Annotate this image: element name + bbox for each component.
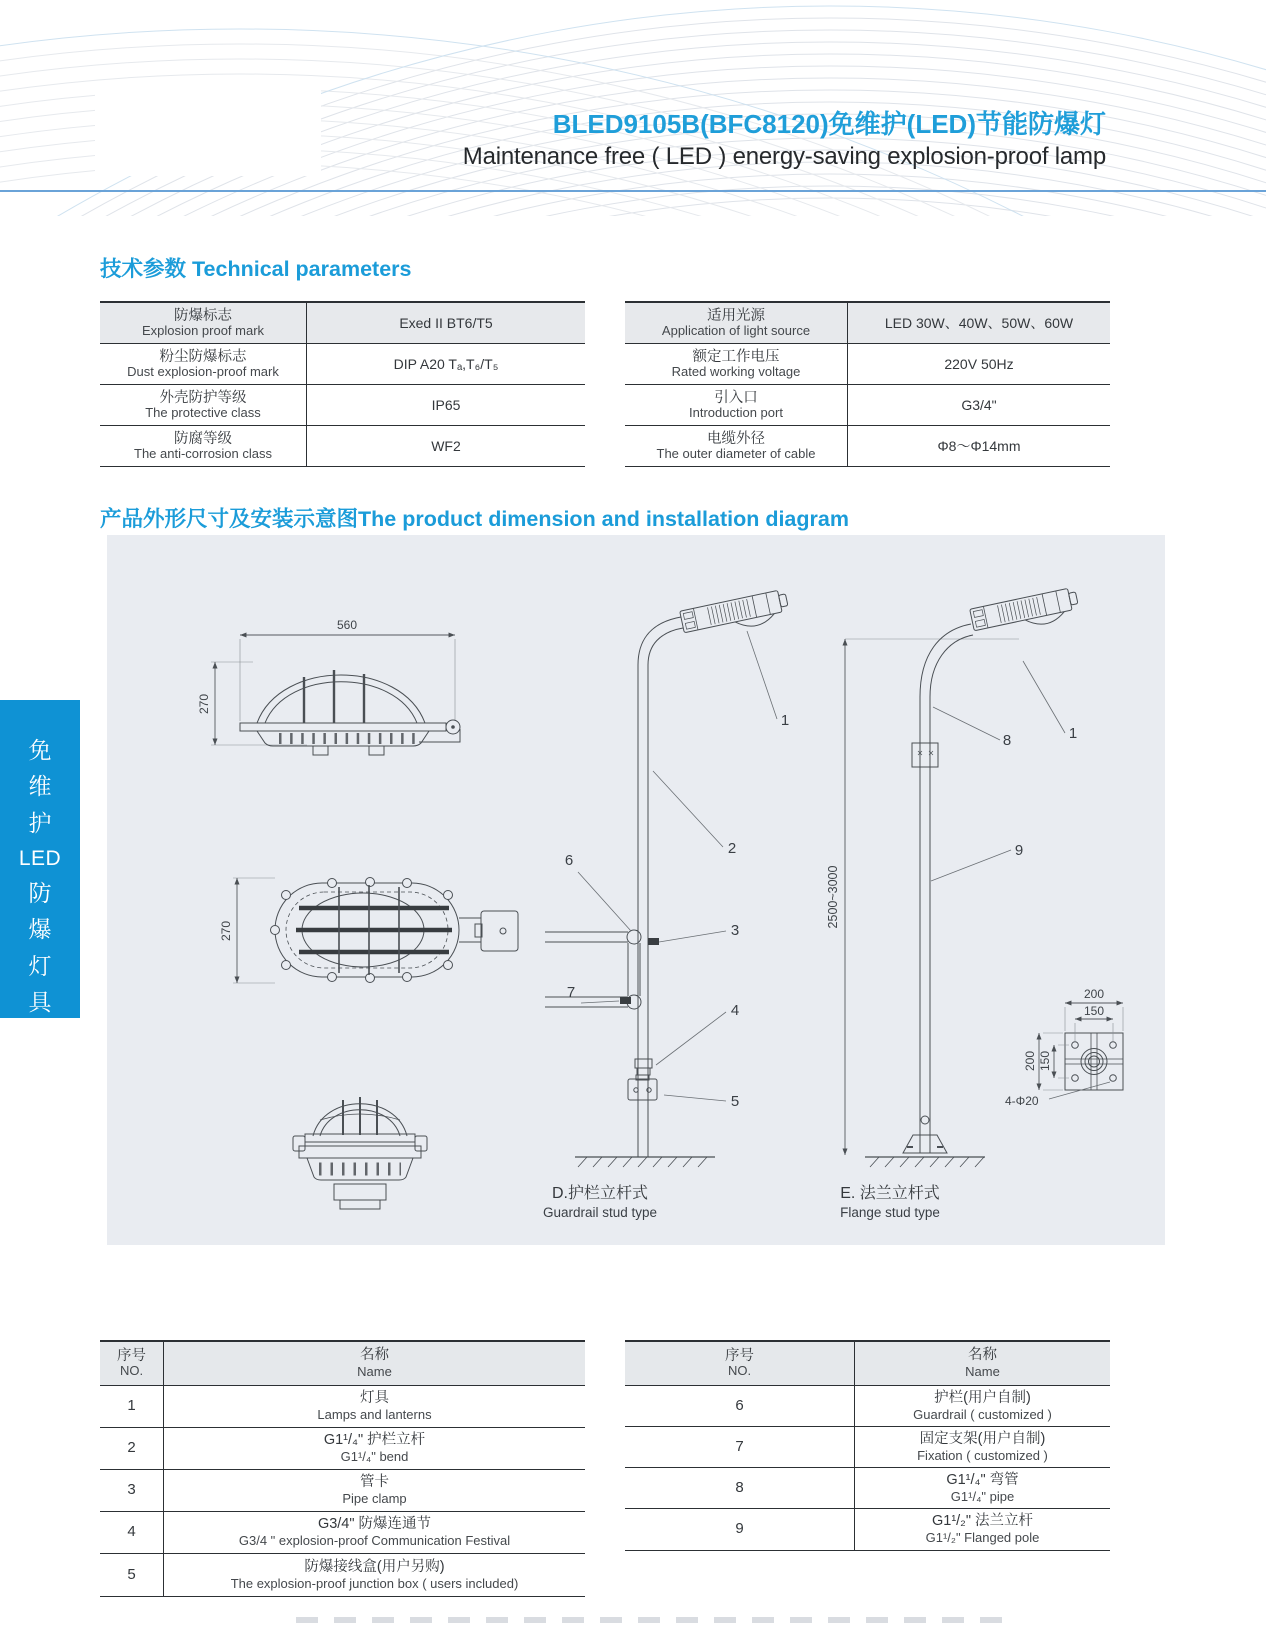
table-header-row (625, 1342, 1110, 1386)
col-no-en: NO. (727, 1363, 752, 1379)
sidebar-char: 免 (28, 737, 52, 763)
param-label-zh: 外壳防护等级 (159, 389, 247, 406)
cropped-footer-text (296, 1617, 1008, 1623)
param-value: DIP A20 Tₐ,T₆/T₅ (393, 356, 499, 372)
param-value: WF2 (431, 438, 461, 454)
param-label-en: The protective class (145, 404, 261, 420)
dim-label-flange-outer-h: 200 (1023, 1050, 1037, 1072)
part-name-en: Pipe clamp (342, 1491, 407, 1507)
param-label-en: Introduction port (689, 404, 783, 420)
dim-label-lamp-height: 270 (197, 693, 211, 715)
param-label-en: Rated working voltage (671, 363, 801, 379)
top-view-drawing (233, 878, 518, 984)
param-label-zh: 引入口 (714, 389, 758, 406)
part-name-zh: G1¹/₄" 弯管 (946, 1471, 1019, 1488)
table-row (100, 1554, 585, 1596)
part-name-zh: 管卡 (360, 1474, 389, 1491)
param-label-zh: 适用光源 (707, 307, 765, 324)
param-label-zh: 防腐等级 (174, 430, 232, 447)
front-view-drawing (293, 1097, 427, 1209)
dim-label-flange-outer-w: 200 (1083, 987, 1105, 1001)
param-label-en: Explosion proof mark (141, 322, 265, 338)
param-value: Exed II BT6/T5 (399, 315, 493, 331)
part-name-en: G1¹/₂" Flanged pole (925, 1530, 1040, 1546)
logo-placeholder (95, 86, 321, 176)
tech-params-title (100, 252, 411, 283)
dim-label-flange-inner-h: 150 (1038, 1050, 1052, 1072)
col-name-zh: 名称 (360, 1347, 389, 1364)
part-no: 7 (625, 1427, 855, 1467)
col-name-en: Name (357, 1364, 392, 1380)
dim-label-flange-holes: 4-Φ20 (1005, 1094, 1039, 1108)
table-row (100, 385, 585, 426)
param-value: LED 30W、40W、50W、60W (884, 315, 1074, 331)
callout-6: 6 (564, 852, 574, 869)
page-title-zh: BLED9105B(BFC8120)免维护(LED)节能防爆灯 (552, 109, 1106, 139)
dim-label-flange-inner-w: 150 (1083, 1004, 1105, 1018)
table-row (100, 1470, 585, 1512)
sidebar-char: 维 (28, 773, 52, 800)
col-no-zh: 序号 (117, 1348, 146, 1365)
sidebar-char: 具 (28, 988, 52, 1015)
side-view-drawing (211, 635, 460, 755)
page-title-en: Maintenance free ( LED ) energy-saving explosion-proof lamp (462, 142, 1106, 170)
col-name-en: Name (965, 1364, 1000, 1380)
param-value: Φ8～Φ14mm (937, 438, 1021, 454)
table-header-row (100, 1342, 585, 1386)
part-name-en: Lamps and lanterns (317, 1407, 432, 1423)
part-name-en: Guardrail ( customized ) (913, 1406, 1052, 1422)
callout-1b: 1 (1068, 725, 1078, 742)
param-label-en: Dust explosion-proof mark (127, 363, 279, 379)
parts-table-left (100, 1340, 585, 1597)
callout-3: 3 (730, 922, 740, 939)
table-row (100, 1386, 585, 1428)
col-no-zh: 序号 (725, 1348, 754, 1365)
sidebar-char: LED (18, 846, 62, 870)
part-name-zh: 护栏(用户自制) (934, 1389, 1031, 1406)
dim-label-pole-height: 2500~3000 (826, 865, 840, 929)
table-row (625, 344, 1110, 385)
sidebar-tab (0, 700, 80, 1018)
part-no: 9 (625, 1509, 855, 1550)
callout-7: 7 (566, 984, 576, 1001)
part-name-en: G1¹/₄" bend (340, 1449, 409, 1465)
flange-pole-drawing (845, 587, 1081, 1167)
part-no: 2 (100, 1428, 164, 1469)
guardrail-pole-drawing (545, 589, 791, 1167)
callout-8: 8 (1002, 732, 1012, 749)
param-value: 220V 50Hz (944, 356, 1014, 372)
caption-d-zh: D.护栏立杆式 (551, 1185, 649, 1202)
part-name-zh: G3/4" 防爆连通节 (317, 1516, 432, 1533)
caption-e-zh: E. 法兰立杆式 (840, 1185, 940, 1202)
dimension-section-title: 产品外形尺寸及安装示意图The product dimension and installation diagram (100, 507, 849, 531)
param-label-zh: 粉尘防爆标志 (159, 348, 247, 365)
callout-5: 5 (730, 1093, 740, 1110)
param-label-zh: 额定工作电压 (692, 348, 780, 365)
part-no: 5 (100, 1554, 164, 1596)
param-label-zh: 防爆标志 (174, 307, 232, 324)
caption-d-en: Guardrail stud type (542, 1205, 658, 1220)
dim-label-lamp-width: 560 (336, 618, 358, 632)
param-label-en: The outer diameter of cable (656, 445, 816, 461)
part-name-zh: 固定支架(用户自制) (919, 1430, 1046, 1447)
sidebar-char: 爆 (28, 916, 52, 943)
col-name-zh: 名称 (968, 1347, 997, 1364)
tech-params-title-zh: 技术参数 (100, 257, 187, 281)
param-label-en: Application of light source (661, 322, 811, 338)
part-name-en: G1¹/₄" pipe (950, 1488, 1015, 1504)
dim-label-top-height: 270 (219, 920, 233, 942)
param-value: G3/4" (961, 397, 997, 413)
table-row (625, 426, 1110, 467)
table-row (100, 426, 585, 467)
table-row (625, 1427, 1110, 1468)
header-divider (0, 190, 1266, 192)
parts-table-right (625, 1340, 1110, 1551)
table-row (625, 1468, 1110, 1509)
callout-2: 2 (727, 840, 737, 857)
diagram-panel (107, 535, 1165, 1245)
part-name-zh: 防爆接线盒(用户另购) (304, 1558, 445, 1575)
part-no: 4 (100, 1512, 164, 1553)
part-name-en: G3/4 " explosion-proof Communication Festival (238, 1533, 511, 1549)
callout-1: 1 (780, 712, 790, 729)
table-row (100, 344, 585, 385)
table-row (100, 1512, 585, 1554)
installation-diagram (107, 535, 1165, 1245)
table-row (100, 1428, 585, 1470)
tech-table-right (625, 301, 1110, 467)
col-no-en: NO. (119, 1363, 144, 1379)
part-no: 6 (625, 1386, 855, 1426)
part-name-en: Fixation ( customized ) (917, 1447, 1048, 1463)
callout-4: 4 (730, 1002, 740, 1019)
param-label-en: The anti-corrosion class (134, 445, 272, 461)
callout-9: 9 (1014, 842, 1024, 859)
part-no: 1 (100, 1386, 164, 1427)
part-name-en: The explosion-proof junction box ( users included) (230, 1575, 519, 1591)
param-label-zh: 电缆外径 (707, 430, 765, 447)
part-name-zh: 灯具 (360, 1390, 389, 1407)
sidebar-char: 灯 (28, 952, 52, 979)
table-row (625, 303, 1110, 344)
table-row (625, 1386, 1110, 1427)
table-row (625, 1509, 1110, 1550)
part-no: 8 (625, 1468, 855, 1508)
part-name-zh: G1¹/₄" 护栏立杆 (323, 1432, 426, 1449)
sidebar-char: 防 (28, 879, 52, 906)
caption-e-en: Flange stud type (840, 1205, 940, 1220)
tech-params-title-en: Technical parameters (192, 257, 412, 281)
table-row (100, 303, 585, 344)
part-no: 3 (100, 1470, 164, 1511)
part-name-zh: G1¹/₂" 法兰立杆 (931, 1513, 1033, 1530)
table-row (625, 385, 1110, 426)
sidebar-char: 护 (28, 809, 52, 836)
param-value: IP65 (431, 397, 461, 413)
tech-table-left (100, 301, 585, 467)
